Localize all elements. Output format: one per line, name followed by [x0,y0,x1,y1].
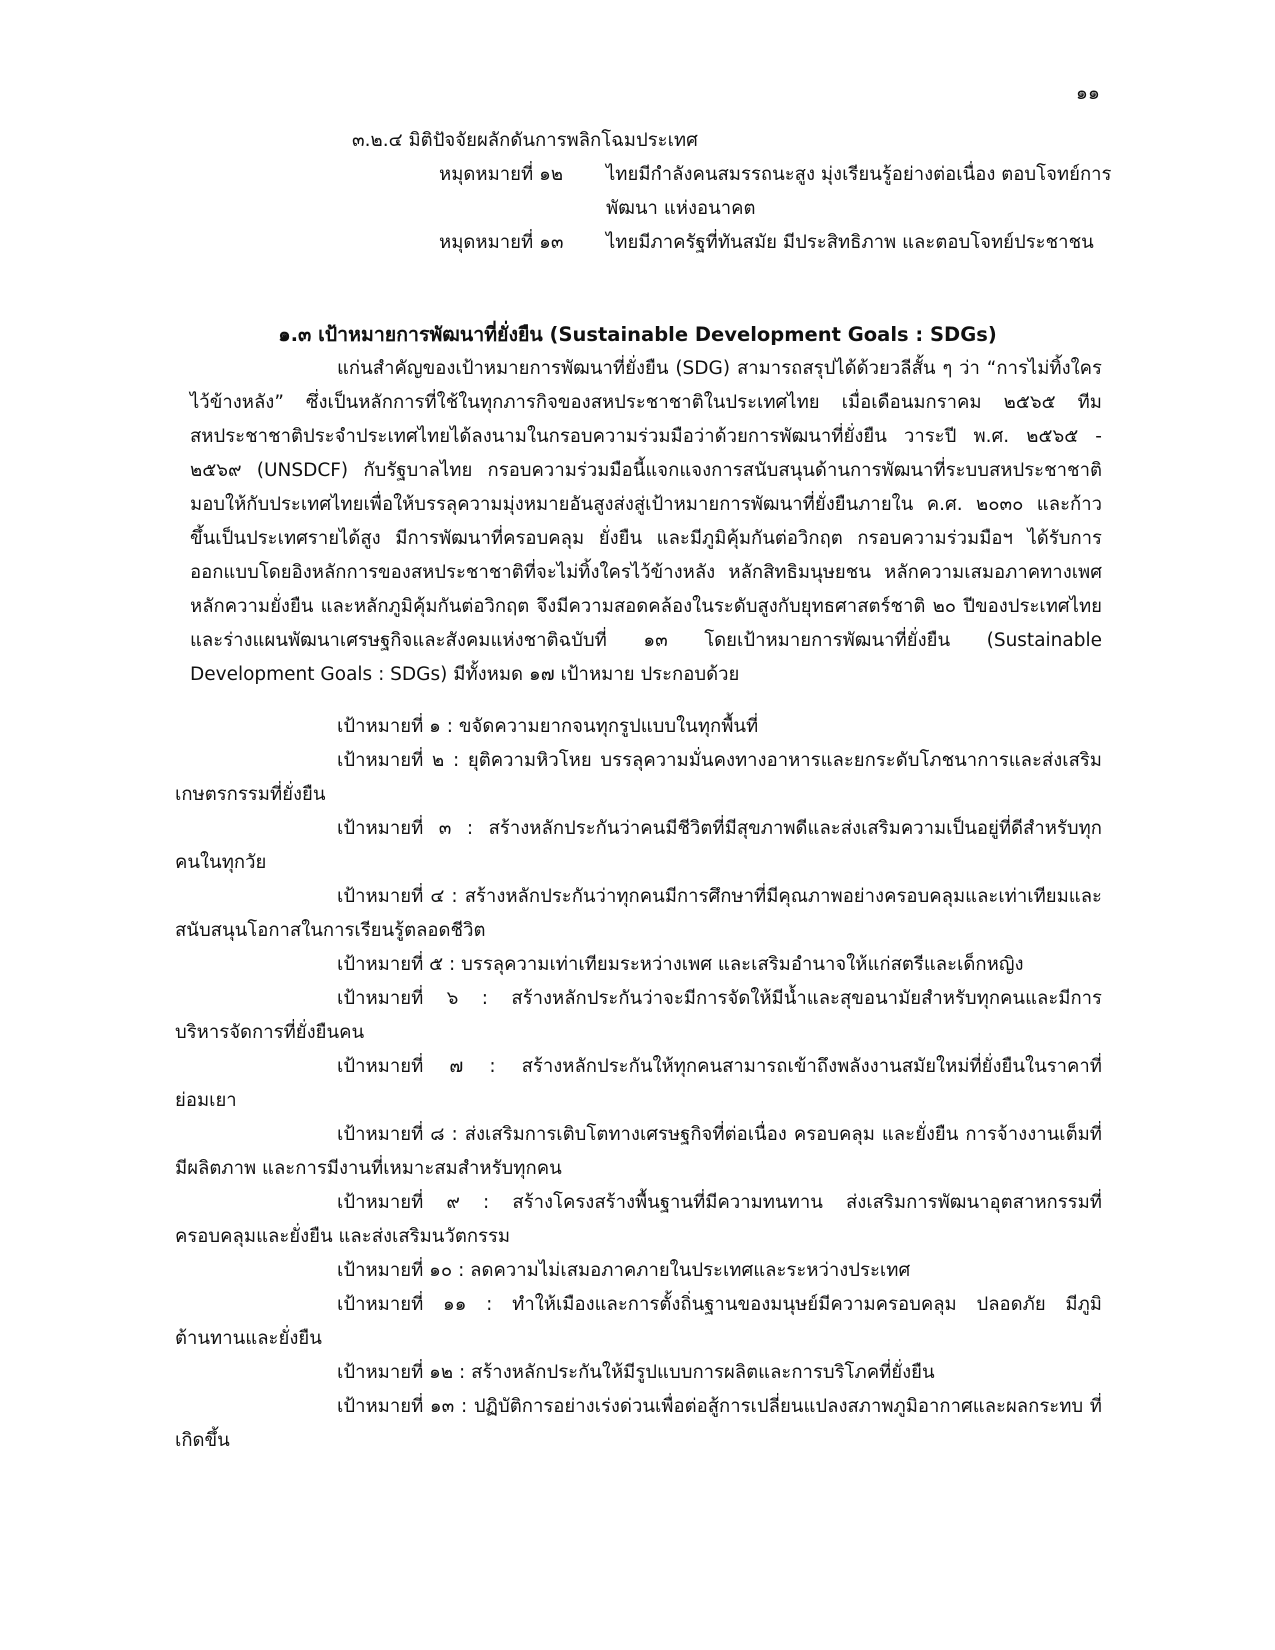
goal-item-13: เป้าหมายที่ ๑๓ : ปฏิบัติการอย่างเร่งด่วนเพื่อต่อสู้การเปลี่ยนแปลงสภาพภูมิอากาศและผลกระทบ ที่เกิดขึ้น [175,1396,1102,1451]
intro-paragraph: แก่นสำคัญของเป้าหมายการพัฒนาที่ยั่งยืน (SDG) สามารถสรุปได้ด้วยวลีสั้น ๆ ว่า “การไม่ทิ้งใครไว้ข้างหลัง” ซึ่งเป็นหลักการที่ใช้ในทุกภารกิจของสหประชาชาติในประเทศไทย เมื่อเดือนมกราคม ๒๕๖๕ ทีมสหประชาชาติประจำประเทศไทยได้ลงนามในกรอบความร่วมมือว่าด้วยการพัฒนาที่ยั่งยืน วาระปี พ.ศ. ๒๕๖๕ - ๒๕๖๙ (UNSDCF) กับรัฐบาลไทย กรอบความร่วมมือนี้แจกแจงการสนับสนุนด้านการพัฒนาที่ระบบสหประชาชาติมอบให้กับประเทศไทยเพื่อให้บรรลุความมุ่งหมายอันสูงส่งสู่เป้าหมายการพัฒนาที่ยั่งยืนภายใน ค.ศ. ๒๐๓๐ และก้าวขึ้นเป็นประเทศรายได้สูง มีการพัฒนาที่ครอบคลุม ยั่งยืน และมีภูมิคุ้มกันต่อวิกฤต กรอบความร่วมมือฯ ได้รับการออกแบบโดยอิงหลักการของสหประชาชาติที่จะไม่ทิ้งใครไว้ข้างหลัง หลักสิทธิมนุษยชน หลักความเสมอภาคทางเพศ หลักความยั่งยืน และหลักภูมิคุ้มกันต่อวิกฤต จึงมีความสอดคล้องในระดับสูงกับยุทธศาสตร์ชาติ ๒๐ ปีของประเทศไทย และร่างแผนพัฒนาเศรษฐกิจและสังคมแห่งชาติฉบับที่ ๑๓ โดยเป้าหมายการพัฒนาที่ยั่งยืน (Sustainable Development Goals : SDGs) มีทั้งหมด ๑๗ เป้าหมาย ประกอบด้วย [190,358,1102,685]
goals-list [175,710,1102,1458]
goal-item-6: เป้าหมายที่ ๖ : สร้างหลักประกันว่าจะมีการจัดให้มีน้ำและสุขอนามัยสำหรับทุกคนและมีการบริหารจัดการที่ยั่งยืนคน [175,988,1102,1043]
subsection-heading: ๓.๒.๔ มิติปัจจัยผลักดันการพลิกโฉมประเทศ [352,130,698,151]
goal-item-5: เป้าหมายที่ ๕ : บรรลุความเท่าเทียมระหว่างเพศ และเสริมอำนาจให้แก่สตรีและเด็กหญิง [337,954,1024,975]
goal-item-4: เป้าหมายที่ ๔ : สร้างหลักประกันว่าทุกคนมีการศึกษาที่มีคุณภาพอย่างครอบคลุมและเท่าเทียมและสนับสนุนโอกาสในการเรียนรู้ตลอดชีวิต [175,886,1102,941]
goal-item-7: เป้าหมายที่ ๗ : สร้างหลักประกันให้ทุกคนสามารถเข้าถึงพลังงานสมัยใหม่ที่ยั่งยืนในราคาที่ย่อมเยา [175,1056,1102,1111]
milestone-text: ไทยมีภาครัฐที่ทันสมัย มีประสิทธิภาพ และตอบโจทย์ประชาชน [606,232,1094,253]
milestone-text: ไทยมีกำลังคนสมรรถนะสูง มุ่งเรียนรู้อย่างต่อเนื่อง ตอบโจทย์การพัฒนา แห่งอนาคต [606,164,1112,219]
milestone-13 [439,226,1112,260]
goal-item-9: เป้าหมายที่ ๙ : สร้างโครงสร้างพื้นฐานที่มีความทนทาน ส่งเสริมการพัฒนาอุตสาหกรรมที่ครอบคลุมและยั่งยืน และส่งเสริมนวัตกรรม [175,1192,1102,1247]
goal-item-11: เป้าหมายที่ ๑๑ : ทำให้เมืองและการตั้งถิ่นฐานของมนุษย์มีความครอบคลุม ปลอดภัย มีภูมิต้านทานและยั่งยืน [175,1294,1102,1349]
milestone-label: หมุดหมายที่ ๑๒ [439,164,564,185]
milestone-12 [439,158,1112,226]
goal-item-8: เป้าหมายที่ ๘ : ส่งเสริมการเติบโตทางเศรษฐกิจที่ต่อเนื่อง ครอบคลุม และยั่งยืน การจ้างงานเต็มที่ มีผลิตภาพ และการมีงานที่เหมาะสมสำหรับทุกคน [175,1124,1102,1179]
goal-item-12: เป้าหมายที่ ๑๒ : สร้างหลักประกันให้มีรูปแบบการผลิตและการบริโภคที่ยั่งยืน [337,1362,935,1383]
goal-item-1: เป้าหมายที่ ๑ : ขจัดความยากจนทุกรูปแบบในทุกพื้นที่ [337,716,759,737]
section-title: ๑.๓ เป้าหมายการพัฒนาที่ยั่งยืน (Sustainable Development Goals : SDGs) [278,323,997,346]
subsection-3-2-4 [352,124,1112,260]
goal-item-10: เป้าหมายที่ ๑๐ : ลดความไม่เสมอภาคภายในประเทศและระหว่างประเทศ [337,1260,911,1281]
goal-item-2: เป้าหมายที่ ๒ : ยุติความหิวโหย บรรลุความมั่นคงทางอาหารและยกระดับโภชนาการและส่งเสริมเกษตรกรรมที่ยั่งยืน [175,750,1102,805]
goal-item-3: เป้าหมายที่ ๓ : สร้างหลักประกันว่าคนมีชีวิตที่มีสุขภาพดีและส่งเสริมความเป็นอยู่ที่ดีสำหรับทุกคนในทุกวัย [175,818,1102,873]
page-number: ๑๑ [1075,82,1100,104]
milestone-label: หมุดหมายที่ ๑๓ [439,232,564,253]
